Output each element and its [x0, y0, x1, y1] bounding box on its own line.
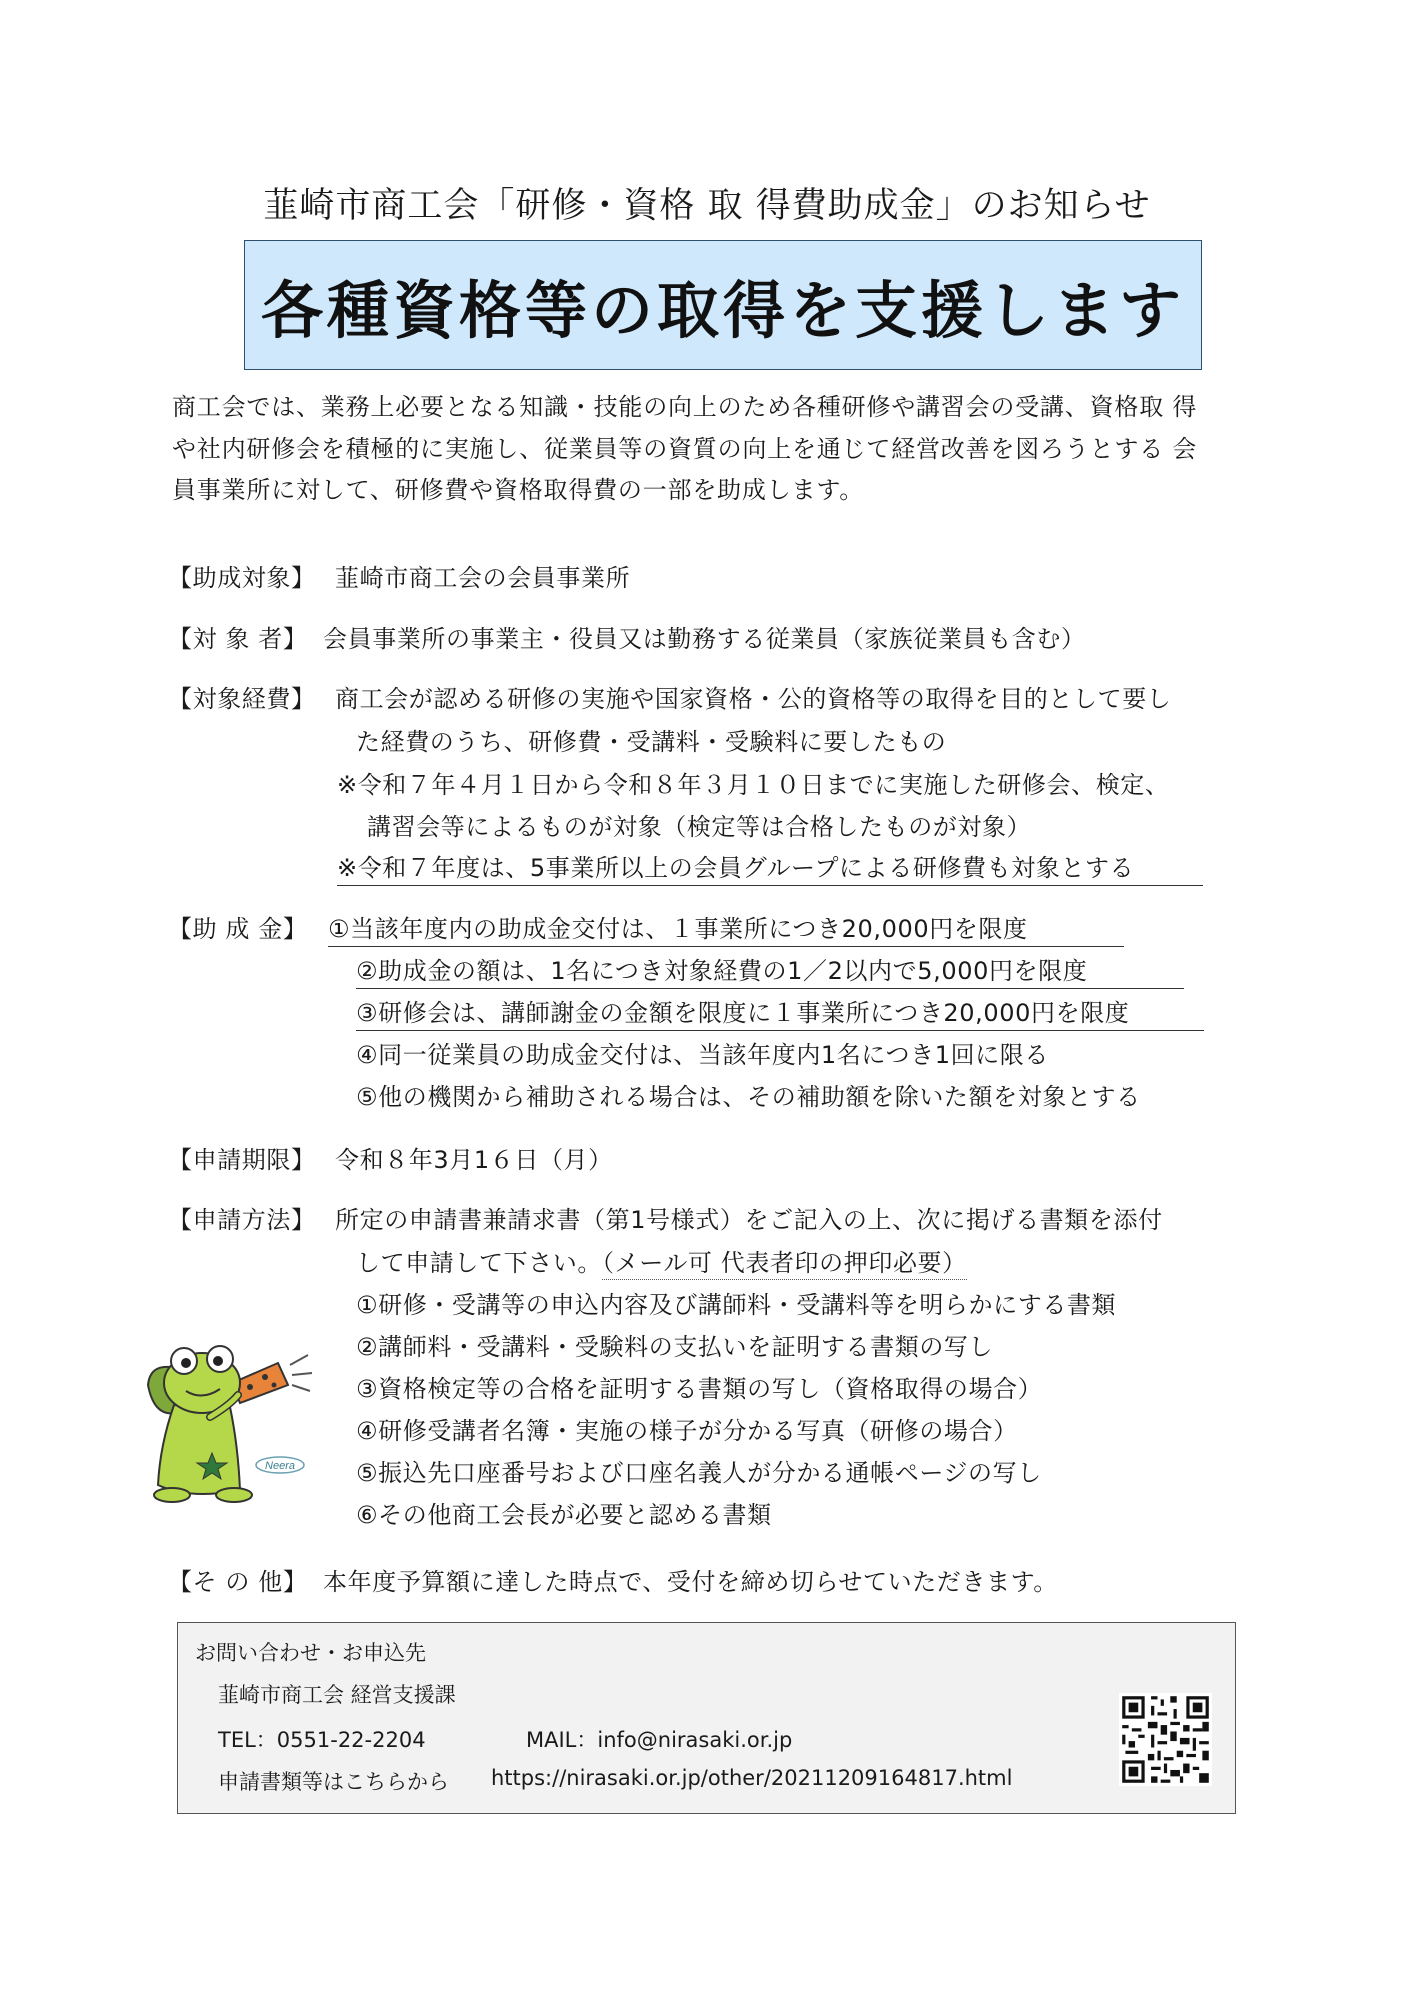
page-title: 韮崎市商工会「研修・資格 取 得費助成金」のお知らせ: [263, 186, 1151, 226]
grant-item-5: ⑤他の機関から補助される場合は、その補助額を除いた額を対象とする: [356, 1083, 1141, 1111]
other-label: 【そ の 他】: [168, 1568, 308, 1596]
expenses-note-2-text: ※令和７年度は、5事業所以上の会員グループによる研修費も対象とする: [337, 848, 1203, 886]
grant-item-3: [356, 993, 1204, 1031]
other-text: 本年度予算額に達した時点で、受付を締め切らせていただきます。: [323, 1568, 1058, 1596]
target-text: 韮崎市商工会の会員事業所: [335, 564, 631, 592]
expenses-note-2: [337, 848, 1205, 886]
method-doc-4: ④研修受講者名簿・実施の様子が分かる写真（研修の場合）: [356, 1417, 1018, 1445]
persons-text: 会員事業所の事業主・役員又は勤務する従業員（家族従業員も含む）: [323, 625, 1086, 653]
deadline-label: 【申請期限】: [168, 1146, 316, 1174]
intro-line-1: 商工会では、業務上必要となる知識・技能の向上のため各種研修や講習会の受講、資格取 得: [172, 393, 1198, 421]
headline-banner: [244, 240, 1202, 370]
method-doc-5: ⑤振込先口座番号および口座名義人が分かる通帳ページの写し: [356, 1459, 1042, 1487]
method-doc-3: ③資格検定等の合格を証明する書類の写し（資格取得の場合）: [356, 1375, 1043, 1403]
contact-web-label: 申請書類等はこちらから: [218, 1770, 449, 1794]
qr-code-icon[interactable]: [1119, 1693, 1212, 1786]
mascot-name-tag: Neera: [265, 1460, 295, 1472]
deadline-text: 令和８年3月1６日（月）: [335, 1146, 613, 1174]
contact-mail[interactable]: MAIL：info@nirasaki.or.jp: [526, 1728, 793, 1752]
grant-item-1-text: ①当該年度内の助成金交付は、１事業所につき20,000円を限度: [328, 909, 1124, 947]
contact-tel[interactable]: TEL：0551-22-2204: [218, 1728, 426, 1752]
grant-item-2-text: ②助成金の額は、1名につき対象経費の1／2以内で5,000円を限度: [356, 951, 1184, 989]
expenses-note-1b: 講習会等によるものが対象（検定等は合格したものが対象）: [367, 813, 1032, 841]
contact-heading: お問い合わせ・お申込先: [195, 1641, 426, 1665]
expenses-line-1: 商工会が認める研修の実施や国家資格・公的資格等の取得を目的として要し: [335, 685, 1172, 713]
method-line-2-note: （メール可 代表者印の押印必要）: [602, 1249, 967, 1280]
method-line-2-text: して申請して下さい。: [356, 1249, 602, 1277]
frog-mascot-illustration: [140, 1325, 315, 1510]
method-line-1: 所定の申請書兼請求書（第1号様式）をご記入の上、次に掲げる書類を添付: [335, 1206, 1163, 1234]
grant-item-2: [356, 951, 1184, 989]
method-label: 【申請方法】: [168, 1206, 316, 1234]
method-doc-2: ②講師料・受講料・受験料の支払いを証明する書類の写し: [356, 1333, 994, 1361]
persons-label: 【対 象 者】: [168, 625, 308, 653]
intro-line-3: 員事業所に対して、研修費や資格取得費の一部を助成します。: [172, 476, 864, 504]
grant-item-4: ④同一従業員の助成金交付は、当該年度内1名につき1回に限る: [356, 1041, 1049, 1069]
method-doc-1: ①研修・受講等の申込内容及び講師料・受講料等を明らかにする書類: [356, 1291, 1117, 1319]
target-label: 【助成対象】: [168, 564, 316, 592]
grant-item-3-text: ③研修会は、講師謝金の金額を限度に１事業所につき20,000円を限度: [356, 993, 1204, 1031]
intro-line-2: や社内研修会を積極的に実施し、従業員等の資質の向上を通じて経営改善を図ろうとする 会: [172, 435, 1198, 463]
contact-url-link[interactable]: https://nirasaki.or.jp/other/20211209164817.html: [491, 1766, 1013, 1790]
expenses-note-1a: ※令和７年４月１日から令和８年３月１０日までに実施した研修会、検定、: [337, 771, 1170, 799]
grant-label: 【助 成 金】: [168, 915, 308, 943]
contact-org: 韮崎市商工会 経営支援課: [218, 1683, 456, 1707]
method-doc-6: ⑥その他商工会長が必要と認める書類: [356, 1501, 772, 1529]
method-line-2: [356, 1243, 967, 1278]
expenses-label: 【対象経費】: [168, 685, 316, 713]
grant-item-1: [328, 909, 1124, 947]
headline-text: 各種資格等の取得を支援します: [260, 273, 1185, 347]
contact-box: [177, 1622, 1236, 1814]
expenses-line-2: た経費のうち、研修費・受講料・受験料に要したもの: [356, 728, 947, 756]
